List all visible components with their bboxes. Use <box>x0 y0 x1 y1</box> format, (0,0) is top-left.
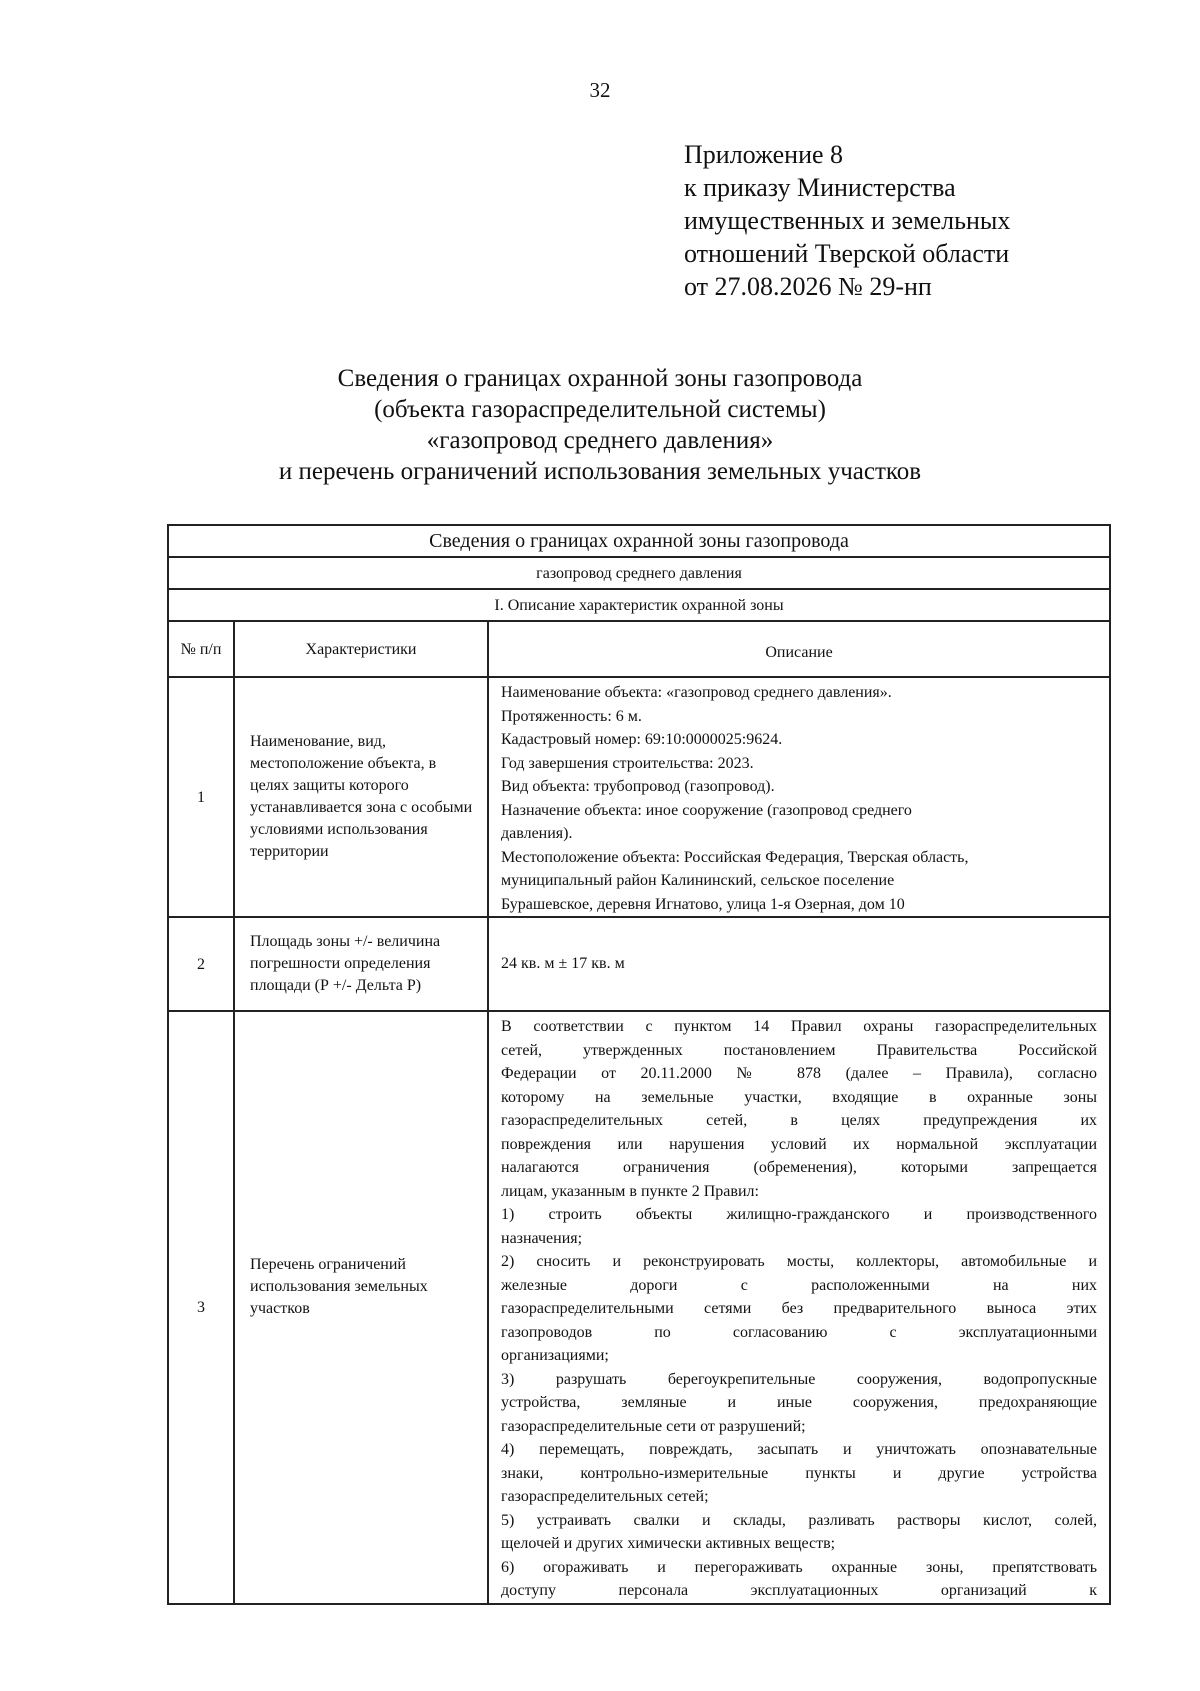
appendix-line: от 27.08.2026 № 29-нп <box>684 272 932 301</box>
description-line: 2) сносить и реконструировать мосты, коллекторы, автомобильные и <box>501 1253 1098 1270</box>
row-characteristic: Площадь зоны +/- величина погрешности определения площади (Р +/- Дельта Р) <box>234 917 488 1011</box>
page-number: 32 <box>589 78 611 102</box>
appendix-block <box>684 138 1010 303</box>
description-line: Бурашевское, деревня Игнатово, улица 1-я Озерная, дом 10 <box>501 895 905 913</box>
description-line: газопроводов по согласованию с эксплуатационными <box>501 1323 1098 1341</box>
document-title <box>0 363 1200 487</box>
description-line: налагаются ограничения (обременения), которыми запрещается <box>501 1159 1098 1176</box>
row-description <box>488 677 1110 917</box>
description-line: лицам, указанным в пункте 2 Правил: <box>501 1182 759 1200</box>
description-line: 5) устраивать свалки и склады, разливать растворы кислот, солей, <box>501 1511 1098 1529</box>
row-description <box>488 917 1110 1011</box>
header-description: Описание <box>488 621 1110 677</box>
table-caption: Сведения о границах охранной зоны газопровода <box>168 525 1110 557</box>
table-row <box>168 1011 1110 1604</box>
description-line: знаки, контрольно-измерительные пункты и другие устройства <box>501 1464 1098 1482</box>
row-characteristic: Перечень ограничений использования земельных участков <box>234 1011 488 1604</box>
description-line: газораспределительных сетей, в целях предупреждения их <box>501 1112 1098 1129</box>
description-line: газораспределительных сетей; <box>501 1488 709 1505</box>
title-line: Сведения о границах охранной зоны газопровода <box>337 365 863 392</box>
description-line: 4) перемещать, повреждать, засыпать и уничтожать опознавательные <box>501 1441 1098 1458</box>
description-line: газораспределительными сетями без предварительного выноса этих <box>501 1300 1098 1317</box>
row-description <box>488 1011 1110 1604</box>
appendix-line: отношений Тверской области <box>684 239 1010 268</box>
description-line: муниципальный район Калининский, сельское поселение <box>501 872 895 889</box>
description-line: назначения; <box>501 1229 583 1247</box>
title-line: «газопровод среднего давления» <box>426 427 774 454</box>
description-line: устройства, земляные и иные сооружения, предохраняющие <box>501 1394 1098 1411</box>
description-line: железные дороги с расположенными на них <box>501 1276 1098 1294</box>
row-number: 3 <box>168 1011 234 1604</box>
description-line: щелочей и других химически активных веществ; <box>501 1535 836 1552</box>
protection-zone-table <box>167 524 1111 1605</box>
table-row <box>168 677 1110 917</box>
description-line: газораспределительные сети от разрушений; <box>501 1417 806 1435</box>
description-line: Местоположение объекта: Российская Федерация, Тверская область, <box>501 848 969 866</box>
title-line: (объекта газораспределительной системы) <box>374 396 826 423</box>
description-line: сетей, утвержденных постановлением Правительства Российской <box>501 1041 1098 1059</box>
description-line: доступу персонала эксплуатационных организаций к <box>501 1582 1098 1599</box>
row-number: 2 <box>168 917 234 1011</box>
description-line: 1) строить объекты жилищно-гражданского и производственного <box>501 1206 1098 1223</box>
description-line: давления). <box>501 825 573 842</box>
description-line: повреждения или нарушения условий их нормальной эксплуатации <box>501 1135 1098 1153</box>
row-number: 1 <box>168 677 234 917</box>
description-line: Протяженность: 6 м. <box>501 707 642 725</box>
description-line: 24 кв. м ± 17 кв. м <box>501 955 625 973</box>
description-line: Кадастровый номер: 69:10:0000025:9624. <box>501 731 783 748</box>
description-line: Наименование объекта: «газопровод среднего давления». <box>501 684 892 701</box>
description-line: которому на земельные участки, входящие в охранные зоны <box>501 1088 1098 1106</box>
table-row <box>168 917 1110 1011</box>
table-object-name: газопровод среднего давления <box>168 557 1110 589</box>
description-line: Год завершения строительства: 2023. <box>501 754 754 772</box>
description-line: Назначение объекта: иное сооружение (газопровод среднего <box>501 801 912 819</box>
appendix-line: Приложение 8 <box>684 140 844 169</box>
row-characteristic: Наименование, вид, местоположение объекта, в целях защиты которого устанавливается зона с особыми условиями использования территории <box>234 677 488 917</box>
description-line: Вид объекта: трубопровод (газопровод). <box>501 778 775 795</box>
header-num: № п/п <box>168 621 234 677</box>
appendix-line: имущественных и земельных <box>684 206 1011 235</box>
appendix-line: к приказу Министерства <box>684 173 956 202</box>
description-line: Федерации от 20.11.2000 № 878 (далее – Правила), согласно <box>501 1065 1098 1082</box>
description-line: организациями; <box>501 1347 609 1364</box>
description-line: 6) огораживать и перегораживать охранные зоны, препятствовать <box>501 1558 1098 1576</box>
title-line: и перечень ограничений использования земельных участков <box>278 458 922 485</box>
table-section-title: I. Описание характеристик охранной зоны <box>168 589 1110 621</box>
description-line: 3) разрушать берегоукрепительные сооружения, водопропускные <box>501 1370 1098 1388</box>
header-characteristic: Характеристики <box>234 621 488 677</box>
description-line: В соответствии с пунктом 14 Правил охраны газораспределительных <box>501 1018 1098 1035</box>
